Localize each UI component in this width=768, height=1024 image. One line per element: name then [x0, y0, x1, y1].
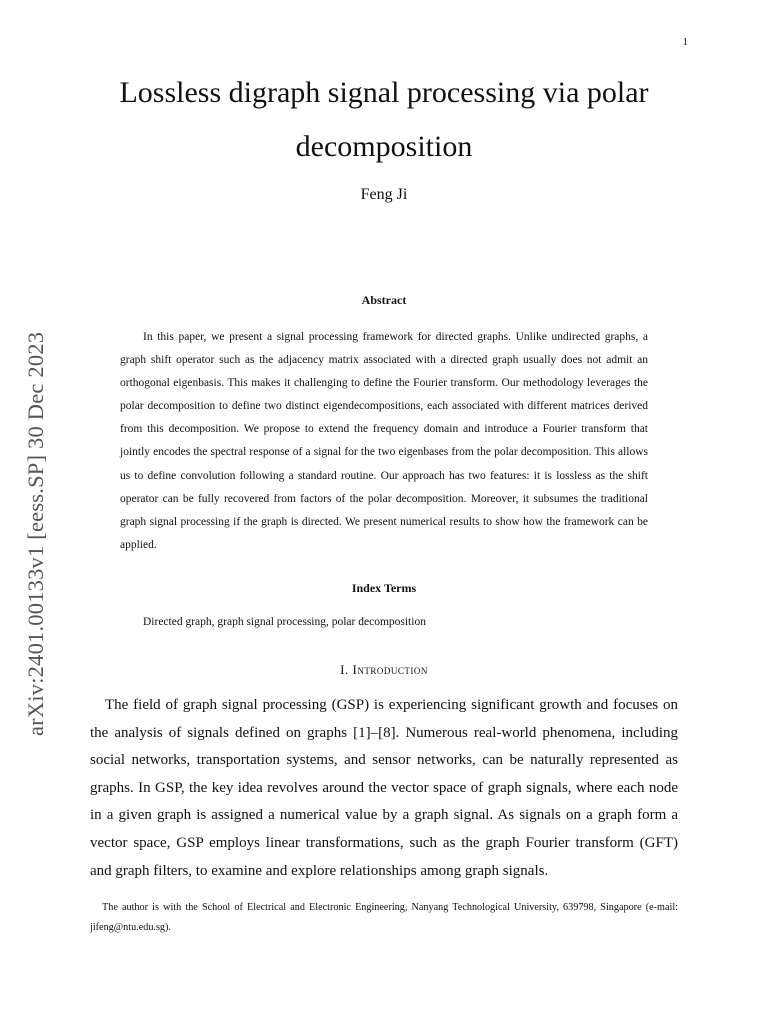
section-heading-introduction — [90, 662, 678, 678]
introduction-paragraph: The field of graph signal processing (GSP) is experiencing significant growth and focuses on the analysis of signals defined on graphs [1]–[8]. Numerous real-world phenomena, including social networks, transportation systems, and sensor networks, can be naturally represented as graphs. In GSP, the key idea revolves around the vector space of graph signals, where each node in a given graph is assigned a numerical value by a graph signal. As signals on a graph form a vector space, GSP employs linear transformations, such as the graph Fourier transform (GFT) and graph filters, to examine and explore relationships among graph signals. — [90, 697, 678, 879]
section-number: I. — [340, 662, 349, 677]
paper-title: Lossless digraph signal processing via polar decomposition — [119, 76, 649, 163]
paper-author: Feng Ji — [360, 186, 408, 203]
author-footnote: The author is with the School of Electrical and Electronic Engineering, Nanyang Technological University, 639798, Singapore (e-mail: jifeng@ntu.edu.sg). — [90, 902, 678, 933]
abstract-heading: Abstract — [361, 293, 407, 307]
index-terms-heading: Index Terms — [351, 581, 417, 595]
arxiv-identifier-stamp: arXiv:2401.00133v1 [eess.SP] 30 Dec 2023 — [23, 331, 48, 736]
section-title: Introduction — [352, 662, 428, 677]
index-terms-text: Directed graph, graph signal processing, polar decomposition — [143, 616, 426, 628]
page-number: 1 — [682, 36, 688, 48]
abstract-text: In this paper, we present a signal processing framework for directed graphs. Unlike undirected graphs, a graph shift operator such as the adjacency matrix associated with a directed graph usually does not admit an orthogonal eigenbasis. This makes it challenging to define the Fourier transform. Our methodology leverages the polar decomposition to define two distinct eigendecompositions, each associated with different matrices derived from this decomposition. We propose to extend the frequency domain and introduce a Fourier transform that jointly encodes the spectral response of a signal for the two eigenbases from the polar decomposition. This allows us to define convolution following a standard routine. Our approach has two features: it is lossless as the shift operator can be fully recovered from factors of the polar decomposition. Moreover, it subsumes the traditional graph signal processing if the graph is directed. We present numerical results to show how the framework can be applied. — [120, 331, 648, 551]
